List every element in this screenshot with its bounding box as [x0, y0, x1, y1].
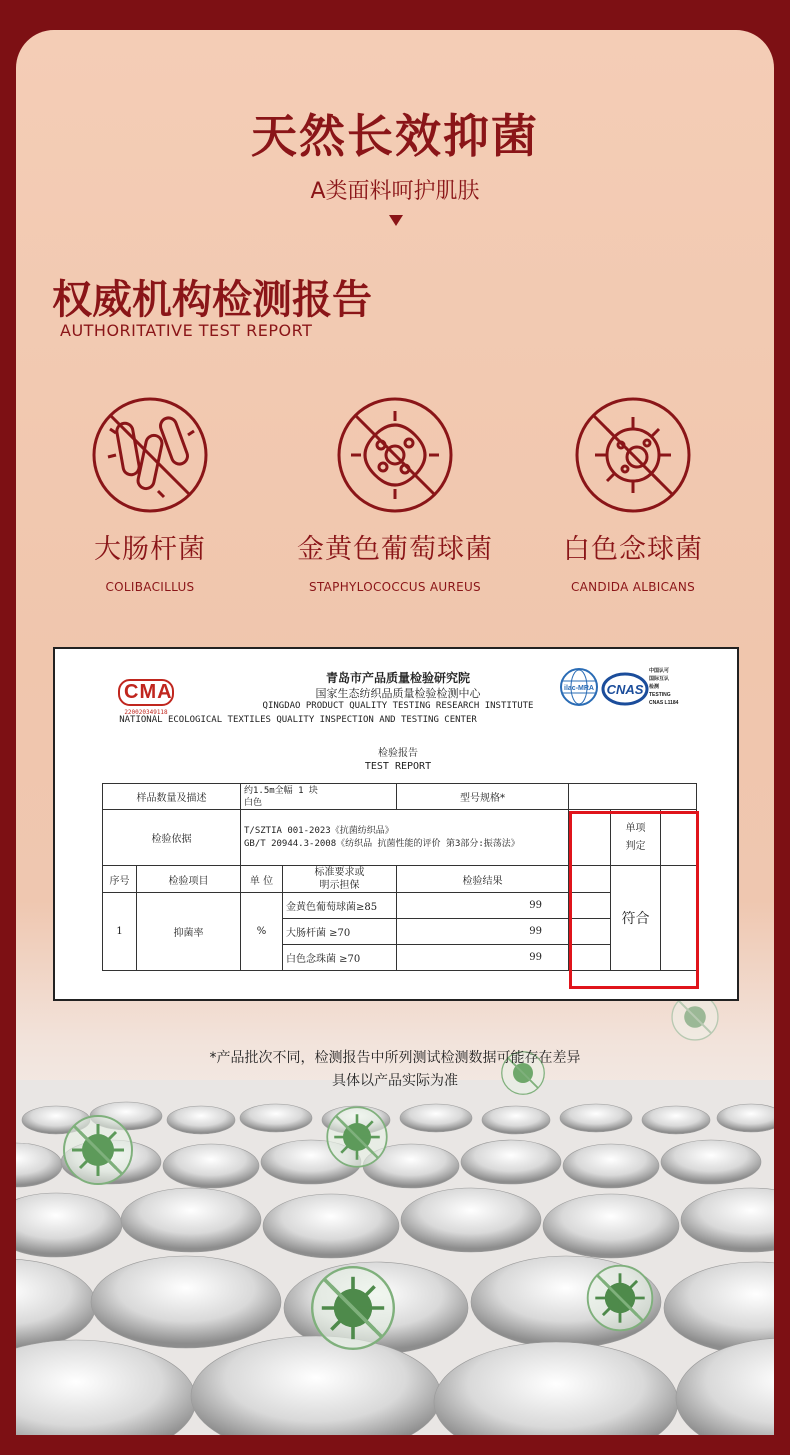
ilac-label: ilac-MRA [564, 685, 594, 692]
cnas-label: CNAS [606, 682, 644, 697]
section-title: 权威机构检测报告 [52, 277, 372, 323]
ilac-mra-logo [559, 667, 599, 707]
germ-icon [582, 1260, 658, 1336]
report-title: 检验报告 [378, 748, 418, 759]
cnas-text [649, 667, 678, 707]
sample-value-line: 白色 [244, 797, 263, 808]
row-no: 1 [103, 893, 137, 971]
basis-value [241, 810, 569, 866]
germ-icon [58, 1110, 138, 1190]
test-report-image [53, 647, 739, 1001]
bacteria-name-en: CANDIDA ALBICANS [570, 580, 696, 594]
col-no: 序号 [103, 866, 137, 893]
bacteria-item [533, 395, 733, 594]
basis-label: 检验依据 [103, 810, 241, 866]
sample-value [241, 784, 397, 810]
cnas-line: 国际互认 [649, 676, 670, 682]
basis-line: GB/T 20944.3-2008《纺织品 抗菌性能的评价 第3部分:振荡法》 [244, 838, 520, 849]
bacteria-name: 大肠杆菌 [94, 534, 206, 565]
bacteria-name: 金黄色葡萄球菌 [297, 534, 493, 565]
sub-title: A类面料呵护肌肤 [310, 179, 480, 204]
institute-name: 青岛市产品质量检验研究院 [325, 671, 470, 685]
section-title-en: AUTHORITATIVE TEST REPORT [60, 321, 313, 340]
main-title: 天然长效抑菌 [251, 109, 539, 163]
center-name: 国家生态纺织品质量检验检测中心 [315, 687, 481, 700]
result-cell: 99 [397, 893, 569, 919]
standard-cell: 大肠杆菌 ≥70 [283, 919, 397, 945]
spec-label: 型号规格* [397, 784, 569, 810]
bacteria-item [295, 395, 495, 594]
single-item-label: 单项 [625, 822, 646, 834]
center-name-en: NATIONAL ECOLOGICAL TEXTILES QUALITY INSPECTION AND TESTING CENTER [119, 715, 477, 725]
cma-mark: CMA [118, 679, 174, 706]
disclaimer-line: 具体以产品实际为准 [332, 1073, 458, 1089]
bacteria-name-en: COLIBACILLUS [105, 580, 195, 594]
rod-bacteria-crossed-icon [90, 395, 210, 515]
col-standard-line: 标准要求或 [314, 867, 365, 878]
row-item: 抑菌率 [137, 893, 241, 971]
coccus-cluster-crossed-icon [335, 395, 455, 515]
disclaimer-line: *产品批次不同，检测报告中所列测试检测数据可能存在差异 [209, 1050, 581, 1066]
bacteria-name: 白色念球菌 [563, 534, 703, 565]
cnas-line: TESTING [649, 692, 671, 698]
institute-name-en: QINGDAO PRODUCT QUALITY TESTING RESEARCH INSTITUTE [262, 701, 534, 711]
basis-line: T/SZTIA 001-2023《抗菌纺织品》 [244, 825, 394, 836]
cnas-line: 检测 [649, 684, 660, 690]
down-triangle-icon [389, 215, 403, 226]
highlight-box [569, 811, 699, 989]
judgement-label: 判定 [625, 840, 646, 852]
germ-icon [305, 1260, 401, 1356]
col-unit: 单 位 [241, 866, 283, 893]
cnas-line: CNAS L1184 [649, 700, 679, 706]
bacteria-item [50, 395, 250, 594]
standard-cell: 金黄色葡萄球菌≥85 [283, 893, 397, 919]
cnas-logo [601, 671, 649, 707]
report-title-en: TEST REPORT [364, 761, 432, 772]
sample-label: 样品数量及描述 [103, 784, 241, 810]
result-cell: 99 [397, 945, 569, 971]
spec-value [569, 784, 697, 810]
bacteria-name-en: STAPHYLOCOCCUS AUREUS [309, 580, 481, 594]
col-standard-line: 明示担保 [319, 880, 360, 891]
cma-number: 220020349118 [124, 709, 168, 716]
col-standard [283, 866, 397, 893]
germ-icon [322, 1102, 392, 1172]
cnas-line: 中国认可 [649, 668, 670, 674]
col-result: 检验结果 [397, 866, 569, 893]
row-unit: % [241, 893, 283, 971]
col-item: 检验项目 [137, 866, 241, 893]
standard-cell: 白色念珠菌 ≥70 [283, 945, 397, 971]
fungus-cell-crossed-icon [573, 395, 693, 515]
sample-value-line: 约1.5m全幅 1 块 [244, 785, 318, 796]
result-cell: 99 [397, 919, 569, 945]
verdict: 符合 [611, 866, 661, 971]
